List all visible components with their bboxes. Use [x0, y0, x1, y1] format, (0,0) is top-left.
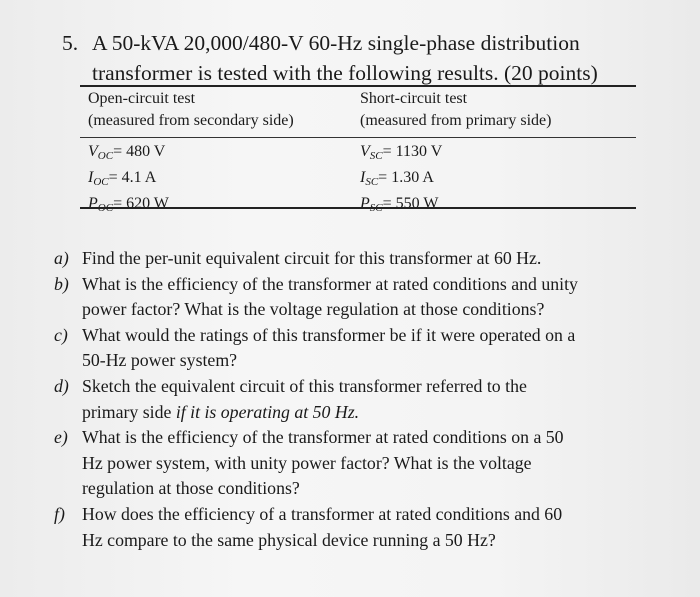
part-text: Hz compare to the same physical device running a 50 Hz? [82, 529, 496, 550]
part-label: b) [54, 273, 69, 294]
table-header-rule [80, 137, 636, 138]
part-text [82, 400, 694, 426]
part-a [54, 246, 694, 272]
open-circuit-header [88, 88, 294, 132]
part-text: Find the per-unit equivalent circuit for this transformer at 60 Hz. [82, 248, 542, 268]
table-body [80, 141, 636, 214]
part-text: power factor? What is the voltage regulation at those conditions? [82, 299, 545, 320]
table-row [88, 193, 169, 219]
problem-heading [62, 28, 598, 88]
part-text-plain: primary side [82, 401, 176, 422]
subscript: OC [93, 176, 109, 188]
value: = 4.1 A [108, 169, 157, 186]
part-e [54, 425, 694, 502]
problem-number: 5. [62, 31, 79, 55]
value: = 480 V [113, 143, 166, 160]
table-row [360, 167, 442, 193]
header-short-circuit-note: (measured from primary side) [360, 112, 552, 129]
value: = 1.30 A [378, 169, 434, 186]
header-open-circuit-title: Open-circuit test [88, 90, 196, 107]
part-c [54, 323, 694, 374]
symbol: V [88, 143, 98, 160]
symbol: I [88, 169, 94, 186]
problem-text-line-2: transformer is tested with the following results. (20 points) [92, 61, 598, 85]
part-text: What would the ratings of this transformer be if it were operated on a [82, 324, 576, 345]
header-short-circuit-title: Short-circuit test [360, 90, 468, 107]
problem-text-line-1: A 50-kVA 20,000/480-V 60-Hz single-phase distribution [92, 31, 580, 55]
part-label: c) [54, 324, 68, 345]
subscript: OC [97, 202, 114, 214]
part-b [54, 272, 694, 323]
short-circuit-header [360, 88, 551, 132]
part-text: 50-Hz power system? [82, 350, 238, 371]
test-results-table [80, 85, 636, 214]
symbol: P [360, 195, 370, 212]
subscript: OC [97, 150, 114, 162]
table-row [360, 141, 442, 167]
part-text: What is the efficiency of the transformer at rated conditions on a 50 [82, 427, 564, 448]
part-text-italic: if it is operating at 50 Hz. [175, 401, 360, 422]
header-open-circuit-note: (measured from secondary side) [88, 112, 294, 129]
table-row [360, 193, 442, 219]
subscript: SC [365, 176, 379, 188]
subscript: SC [369, 202, 383, 214]
subscript: SC [369, 150, 383, 162]
part-d [54, 374, 694, 425]
part-text: regulation at those conditions? [82, 478, 300, 499]
part-label: f) [54, 503, 65, 524]
part-text: What is the efficiency of the transformer at rated conditions and unity [82, 273, 578, 294]
part-f [54, 502, 694, 553]
table-top-rule [80, 85, 636, 87]
part-text: Hz power system, with unity power factor? What is the voltage [82, 452, 532, 473]
symbol: V [360, 143, 370, 160]
value: = 1130 V [382, 143, 443, 160]
part-text: Sketch the equivalent circuit of this transformer referred to the [82, 375, 527, 396]
table-row [88, 167, 169, 193]
part-label: e) [54, 427, 68, 448]
value: = 550 W [382, 195, 439, 212]
value: = 620 W [113, 195, 169, 212]
question-parts [54, 246, 694, 553]
part-label: d) [54, 375, 69, 396]
symbol: I [360, 169, 366, 186]
table-row [88, 141, 169, 167]
part-text: How does the efficiency of a transformer at rated conditions and 60 [82, 503, 563, 524]
table-header [80, 88, 636, 138]
symbol: P [88, 195, 98, 212]
part-label: a) [54, 248, 69, 268]
table-bottom-rule [80, 207, 636, 209]
